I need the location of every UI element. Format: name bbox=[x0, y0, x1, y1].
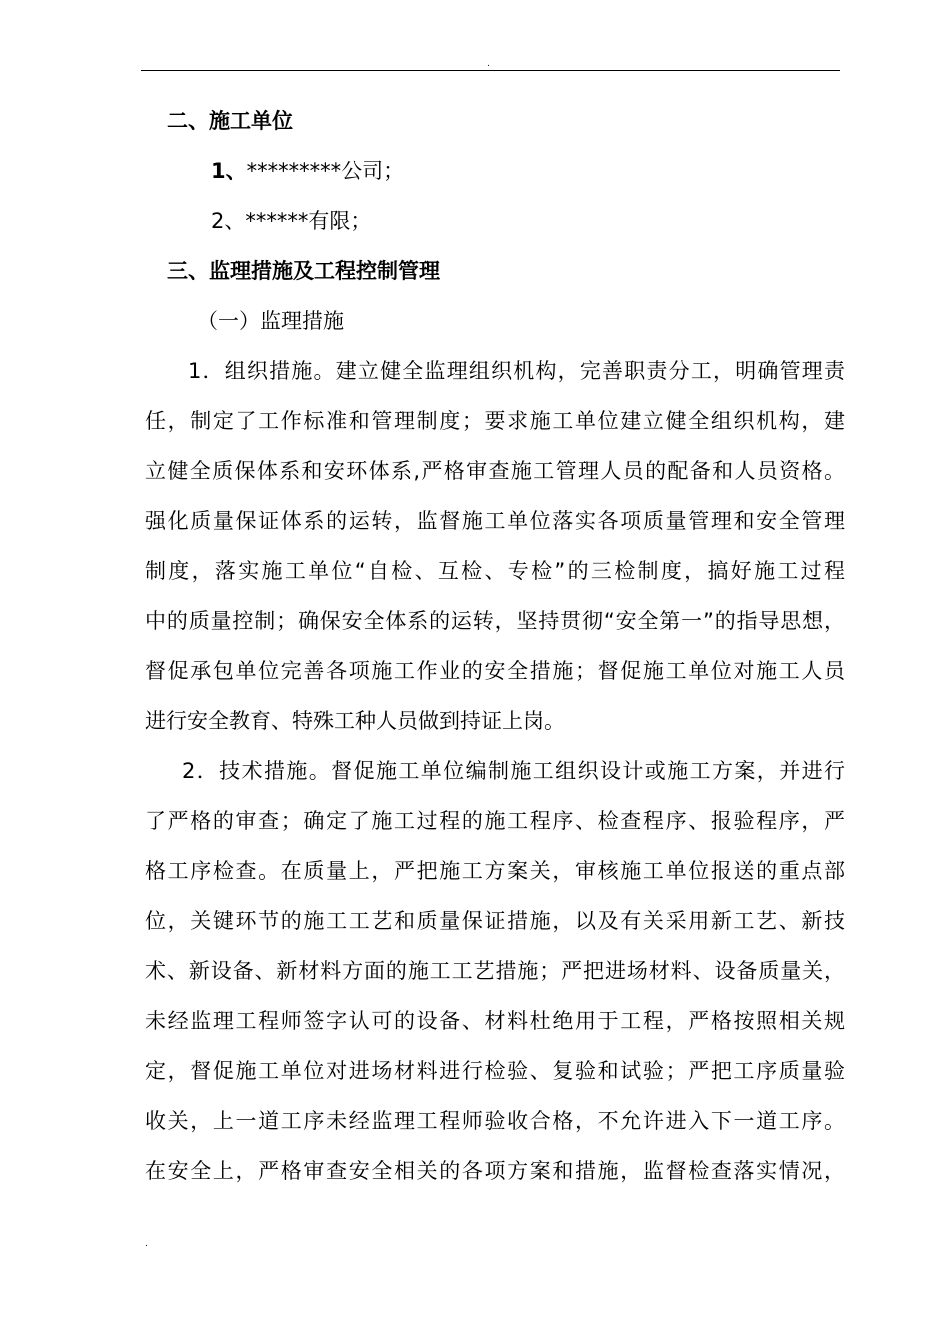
paragraph-organizational-measures bbox=[145, 346, 845, 746]
paragraph-line: 收关，上一道工序未经监理工程师验收合格，不允许进入下一道工序。 bbox=[145, 1109, 845, 1133]
paragraph-line: 强化质量保证体系的运转，监督施工单位落实各项质量管理和安全管理 bbox=[145, 509, 845, 533]
paragraph-line: 未经监理工程师签字认可的设备、材料杜绝用于工程，严格按照相关规 bbox=[145, 1009, 845, 1033]
paragraph-line: 2．技术措施。督促施工单位编制施工组织设计或施工方案，并进行 bbox=[182, 759, 845, 783]
footer-mark: . bbox=[145, 1239, 148, 1249]
paragraph-line: 制度，落实施工单位“自检、互检、专检”的三检制度，搞好施工过程 bbox=[145, 559, 845, 583]
list-item-text: ******有限； bbox=[245, 209, 372, 233]
paragraph-line: 任，制定了工作标准和管理制度；要求施工单位建立健全组织机构，建 bbox=[145, 409, 845, 433]
paragraph-line: 格工序检查。在质量上，严把施工方案关，审核施工单位报送的重点部 bbox=[145, 859, 845, 883]
paragraph-line: 定，督促施工单位对进场材料进行检验、复验和试验；严把工序质量验 bbox=[145, 1059, 845, 1083]
list-item bbox=[145, 146, 845, 196]
document-body bbox=[145, 96, 845, 1196]
header-mark: . bbox=[487, 59, 490, 69]
paragraph-line: 1．组织措施。建立健全监理组织机构，完善职责分工，明确管理责 bbox=[188, 359, 845, 383]
paragraph-line: 督促承包单位完善各项施工作业的安全措施；督促施工单位对施工人员 bbox=[145, 659, 845, 683]
paragraph-line: 了严格的审查；确定了施工过程的施工程序、检查程序、报验程序，严 bbox=[145, 809, 845, 833]
paragraph-technical-measures bbox=[145, 746, 845, 1196]
paragraph-line: 在安全上，严格审查安全相关的各项方案和措施，监督检查落实情况， bbox=[145, 1159, 845, 1183]
list-item-number: 1、 bbox=[211, 159, 247, 183]
subsection-heading: （一）监理措施 bbox=[197, 309, 344, 333]
list-item-number: 2、 bbox=[211, 209, 246, 233]
section-heading-supervision-measures: 三、监理措施及工程控制管理 bbox=[167, 259, 440, 283]
paragraph-line: 中的质量控制；确保安全体系的运转，坚持贯彻“安全第一”的指导思想， bbox=[145, 609, 845, 633]
list-item-text: *********公司； bbox=[246, 159, 405, 183]
paragraph-line: 进行安全教育、特殊工种人员做到持证上岗。 bbox=[145, 709, 565, 733]
paragraph-line: 位，关键环节的施工工艺和质量保证措施，以及有关采用新工艺、新技 bbox=[145, 909, 845, 933]
section-heading-construction-units: 二、施工单位 bbox=[167, 109, 293, 133]
list-item bbox=[145, 196, 845, 246]
paragraph-line: 立健全质保体系和安环体系,严格审查施工管理人员的配备和人员资格。 bbox=[145, 459, 845, 483]
paragraph-line: 术、新设备、新材料方面的施工工艺措施；严把进场材料、设备质量关， bbox=[145, 959, 845, 983]
header-rule bbox=[141, 70, 840, 71]
